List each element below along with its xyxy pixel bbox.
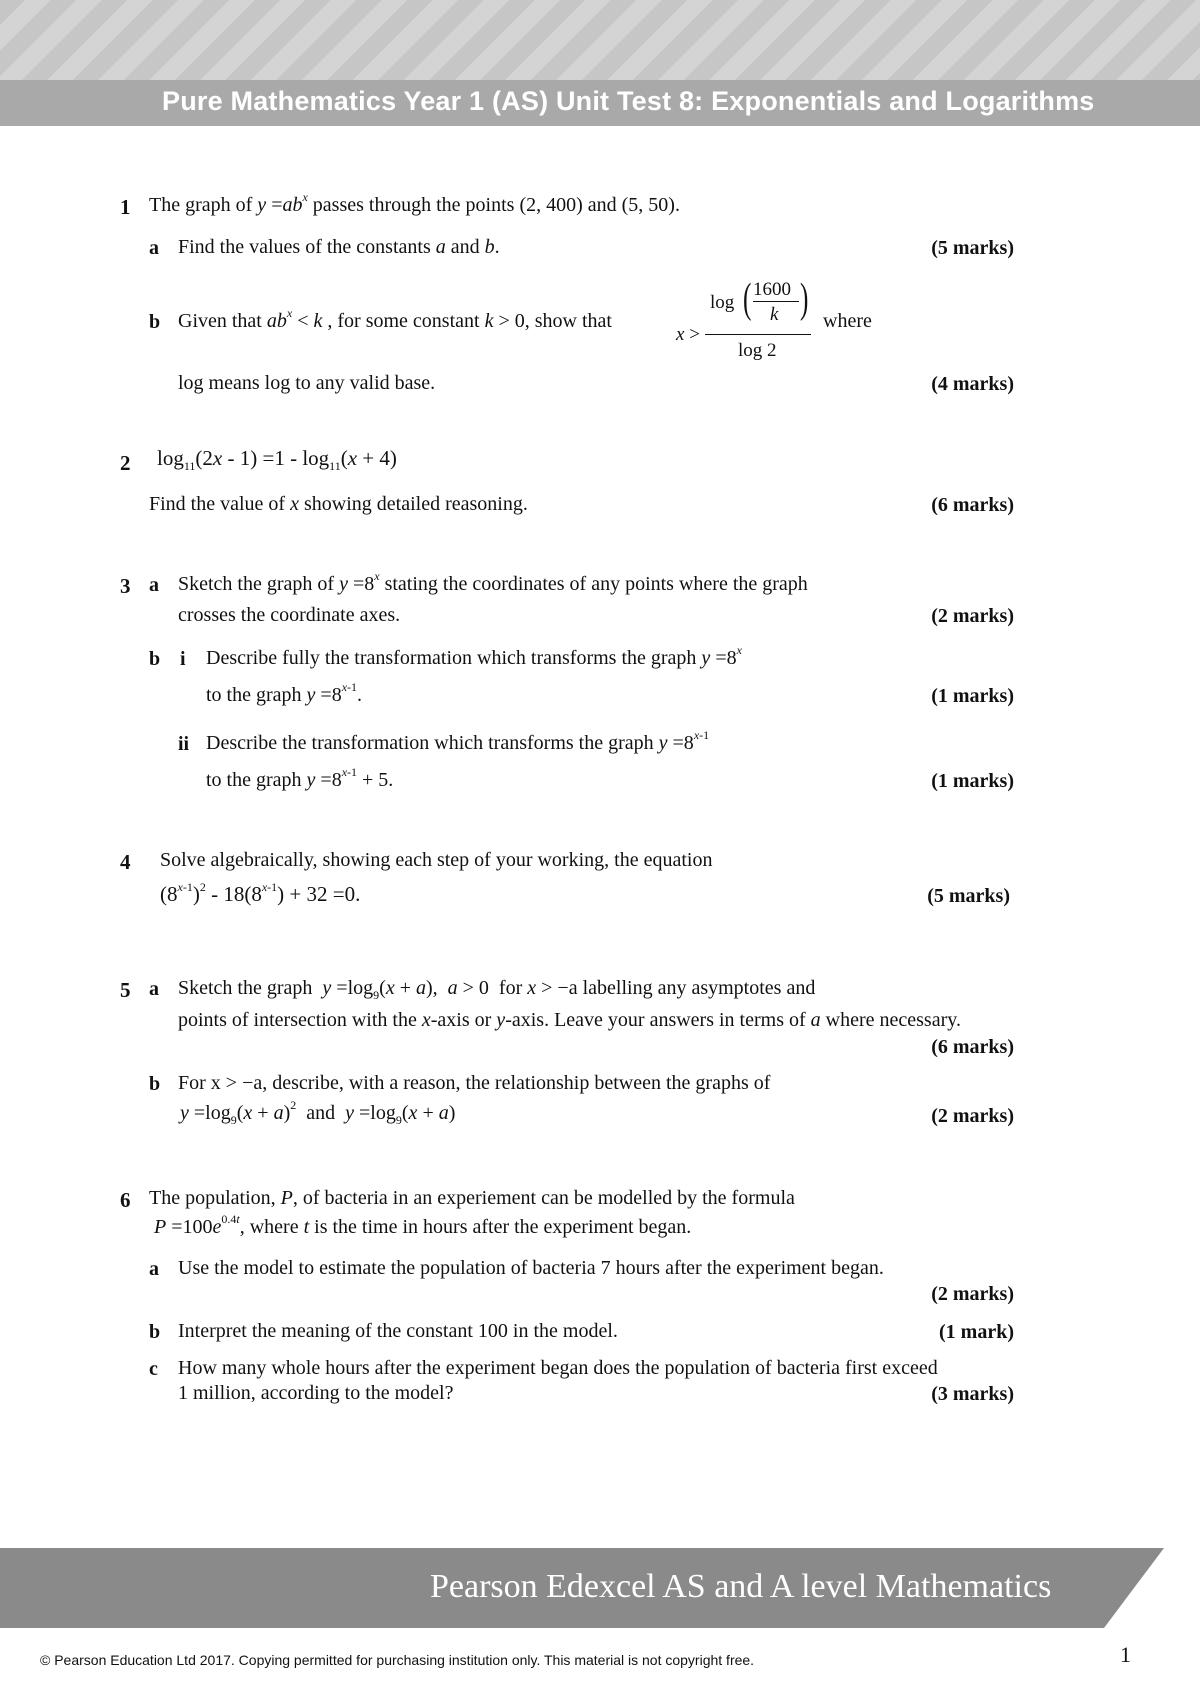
- question-3-number: 3: [120, 574, 131, 598]
- question-5a-label: a: [149, 978, 159, 1000]
- question-1-number: 1: [120, 195, 131, 219]
- question-3bi-label: i: [180, 648, 186, 670]
- question-3a-label: a: [149, 574, 159, 596]
- question-1b-marks: (4 marks): [931, 373, 1014, 395]
- question-4-text: Solve algebraically, showing each step of your working, the equation: [160, 849, 713, 871]
- question-5b-text: For x > −a, describe, with a reason, the relationship between the graphs of: [178, 1072, 771, 1094]
- page-title: Pure Mathematics Year 1 (AS) Unit Test 8: Exponentials and Logarithms: [162, 86, 1095, 116]
- question-6-formula: $P =100e^{0.4t}$, where t is the time in hours after the experiment began.: [154, 1212, 692, 1238]
- question-6a-marks: (2 marks): [931, 1283, 1014, 1305]
- question-3bi-marks: (1 marks): [931, 685, 1014, 707]
- question-6c-text-2: 1 million, according to the model?: [178, 1382, 454, 1404]
- question-3b-label: b: [149, 648, 161, 670]
- question-6c-label: c: [149, 1358, 158, 1380]
- question-1b-text-2: log means log to any valid base.: [178, 372, 436, 394]
- question-3bi-text-2: to the graph $y =8^{x-1}$.: [206, 680, 363, 706]
- question-1b-text: Given that $ab^x < k$ , for some constant k > 0, show that: [178, 306, 612, 332]
- question-4-number: 4: [120, 850, 131, 874]
- question-3a-text-2: crosses the coordinate axes.: [178, 604, 401, 626]
- question-6b-text: Interpret the meaning of the constant 100 in the model.: [178, 1320, 618, 1342]
- question-2-marks: (6 marks): [931, 494, 1014, 516]
- question-1b-label: b: [149, 311, 161, 333]
- question-3a-text: Sketch the graph of $y =8^x$ stating the coordinates of any points where the graph: [178, 569, 808, 595]
- question-1b-where: where: [823, 310, 872, 332]
- question-3bi-text: Describe fully the transformation which transforms the graph $y =8^x$: [206, 643, 742, 669]
- question-3bii-marks: (1 marks): [931, 770, 1014, 792]
- question-3bii-label: ii: [178, 733, 190, 755]
- question-3a-marks: (2 marks): [931, 605, 1014, 627]
- copyright-notice: © Pearson Education Ltd 2017. Copying permitted for purchasing institution only. This material is not copyright free.: [40, 1652, 755, 1668]
- question-4-equation: $(8^{x-1})^2 - 18(8^{x-1}) + 32 =0$.: [160, 880, 361, 906]
- question-6-stem: The population, P, of bacteria in an experiement can be modelled by the formula: [149, 1187, 795, 1209]
- question-6b-label: b: [149, 1321, 161, 1343]
- question-6b-marks: (1 mark): [939, 1321, 1014, 1343]
- question-5a-text-2: points of intersection with the x-axis or y-axis. Leave your answers in terms of a where necessary.: [178, 1009, 961, 1031]
- question-5a-marks: (6 marks): [931, 1036, 1014, 1058]
- question-3bii-text-2: to the graph $y =8^{x-1} + 5$.: [206, 765, 394, 791]
- question-2-number: 2: [120, 451, 131, 475]
- question-1a-text: Find the values of the constants a and b.: [178, 236, 500, 258]
- question-1-stem: The graph of $y =ab^x$ passes through the points (2, 400) and (5, 50).: [149, 190, 680, 216]
- question-5a-text: Sketch the graph $y =\log_9(x + a)$, a > 0 for x > −a labelling any asymptotes and: [178, 977, 816, 1002]
- footer-title: Pearson Edexcel AS and A level Mathematics: [430, 1568, 1052, 1605]
- question-5b-equations: $y =\log_9(x + a)^2$ and $y =\log_9(x + a)$: [180, 1098, 456, 1127]
- question-5b-label: b: [149, 1073, 161, 1095]
- question-5b-marks: (2 marks): [931, 1105, 1014, 1127]
- question-2-equation: $\log_{11}(2x - 1) =1 - \log_{11}(x + 4)$: [157, 446, 397, 474]
- question-5-number: 5: [120, 978, 131, 1002]
- question-4-marks: (5 marks): [927, 885, 1010, 907]
- question-6c-text: How many whole hours after the experiment began does the population of bacteria first exceed: [178, 1357, 938, 1379]
- question-6a-text: Use the model to estimate the population of bacteria 7 hours after the experiment began.: [178, 1257, 884, 1279]
- page-number: 1: [1120, 1642, 1131, 1667]
- question-6-number: 6: [120, 1188, 131, 1212]
- question-6a-label: a: [149, 1258, 159, 1280]
- question-1a-marks: (5 marks): [931, 237, 1014, 259]
- question-3bii-text: Describe the transformation which transforms the graph $y =8^{x-1}$: [206, 728, 710, 754]
- question-1a-label: a: [149, 237, 159, 259]
- question-6c-marks: (3 marks): [931, 1383, 1014, 1405]
- question-2-text: Find the value of x showing detailed reasoning.: [149, 493, 528, 515]
